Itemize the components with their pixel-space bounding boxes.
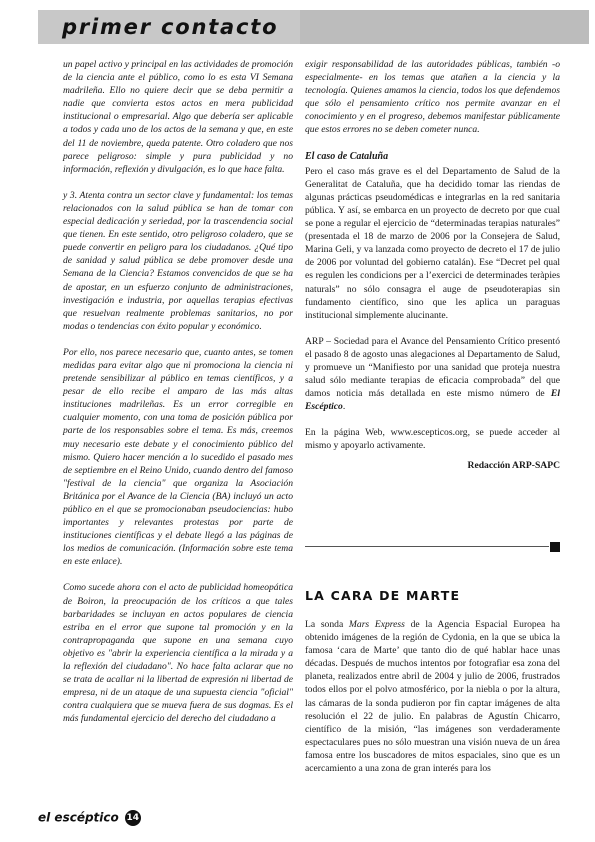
subheading: El caso de Cataluña — [305, 150, 389, 162]
footer — [38, 810, 141, 826]
signature: Redacción ARP-SAPC — [467, 459, 560, 471]
cataluna-paragraph: Pero el caso más grave es el del Departamento de Salud de la Generalitat de Cataluña, que ha decidido tomar las riendas de algunas prácticas pseudomédicas e integrarlas en la red sanitaria pública. Y así, se embarca en un proyecto de decreto por que cual se pone a regular el ejercicio de “determinadas terapias naturales” (presentada el 18 de marzo de 2006 por la Consejera de Salud, Marina Geli, y va lanzada como proyecto de decreto el 17 de julio de 2006 por voluntad del gobierno catalán). Ese “Decret pel qual es regulen les condicions per a l’exercici de determinades teràpies naturals” no sólo consagra el auge de pseudoterapias sin fundamento científico, sino que les aplica un paraguas institucional simplemente alucinante. — [305, 165, 560, 321]
left-column — [63, 58, 293, 739]
left-paragraph: y 3. Atenta contra un sector clave y fundamental: los temas relacionados con la salud pública se han de tomar con especial dedicación y seriedad, por la trascendencia social que tienen. En este sentido, otro peligroso coladero, que se puede convertir en peligro para los ciudadanos. ¿Qué tipo de sanidad y salud pública se debe promover desde una Semana de la Ciencia? Estamos convencidos de que se ha de apostar, en un esfuerzo conjunto de administraciones, investigación e industria, por aquellas terapias efectivas que resuelvan realmente problemas sanitarios, no por modas o tendencias con éxito popular y económico. — [63, 189, 293, 332]
header-band-right — [300, 10, 589, 44]
section-title: primer contacto — [62, 15, 279, 39]
footer-magazine: el escéptico — [38, 810, 119, 825]
divider-square-icon — [550, 542, 560, 552]
magazine-name: El Escéptico — [305, 388, 560, 413]
right-column — [305, 58, 560, 472]
left-paragraph: Como sucede ahora con el acto de publicidad homeopática de Boiron, la preocupación de los críticos a que tales barbaridades se incluyan en actos populares de ciencia estriba en el error que supone tal promoción y en la contrapropaganda que supone en una semana cuyo objetivo es "abrir la experiencia científica a la mirada y a la reflexión del ciudadano". No hace falta aclarar que no se trata de acallar ni la libertad de expresión ni libertad de empresa, ni de un ataque de una supuesta ciencia "oficial" contra cualquiera que se mueva fuera de sus dogmas. Es el más fundamental ejercicio del derecho del ciudadano a — [63, 582, 293, 725]
page-number: 14 — [125, 810, 141, 826]
arp-paragraph-text: ARP – Sociedad para el Avance del Pensamiento Crítico presentó el pasado 8 de agosto unas alegaciones al Departamento de Salud, y promueve un “Manifiesto por una sanidad que proteja nuestra salud sólo mediante terapias de eficacia comprobada” del que damos noticia más detallada en este mismo número de — [305, 335, 560, 400]
left-paragraph: Por ello, nos parece necesario que, cuanto antes, se tomen medidas para evitar algo que ni promociona la ciencia ni pretende sensibilizar al público en temas científicos, y a pesar de ello recibe el amparo de las más altas instituciones madrileñas. Es un error corregible en cualquier momento, con una toma de posición pública por parte de los responsables sobre el tema. Es más, creemos muy necesario este debate y el conocimiento público del mismo. Quiero hacer mención a lo sucedido el pasado mes de septiembre en el Reino Unido, cuando dentro del famoso "festival de la ciencia" que organiza la Asociación Británica por el Avance de la Ciencia (BA) incluyó un acto público en el que se promocionaban pseudociencias: hubo importantes y relevantes protestas por parte de instituciones científicas y el debate llegó a las páginas de los medios de comunicación. (Información sobre este tema en este enlace). — [63, 346, 293, 568]
left-paragraph: un papel activo y principal en las actividades de promoción de la ciencia ante el público, como lo es esta VI Semana madrileña. Ello no quiere decir que se deba permitir a nadie que convierta estos actos en mera publicidad institucional o empresarial. Algo que debería ser aplicable a todos y cada uno de los actos de la semana y que, en este del 11 de noviembre, queda patente. Otro coladero que nos parece peligroso: simple y pura publicidad y no información, reflexión y divulgación, es lo que hace falta. — [63, 59, 293, 175]
mars-paragraph — [305, 618, 560, 775]
section-divider — [305, 542, 560, 552]
mars-body: de la Agencia Espacial Europea ha obtenido imágenes de la región de Cydonia, en la que se ubica la famosa ‘cara de Marte’ que tanto dio de qué hablar hace unas décadas. Después de muchos intentos por fotografiar esa zona del planeta, realizados entre abril de 2004 y julio de 2006, frustrados todos ellos por el polvo atmosférico, por la niebla o por la altura, las cámaras de la sonda pudieron por fin captar imágenes de alta resolución el 22 de julio. En palabras de Agustín Chicarro, científico de la misión, “las imágenes son verdaderamente espectaculares pues no sólo muestran una visión nueva de un área famosa entre los buscadores de mitos espaciales, sino que es un acercamiento a una zona de gran interés para los — [305, 619, 560, 775]
mars-lead: La sonda — [305, 619, 349, 630]
mars-heading: LA CARA DE MARTE — [305, 588, 461, 603]
mars-column — [305, 618, 560, 788]
divider-line — [305, 546, 549, 547]
arp-paragraph-end: . — [342, 401, 346, 413]
right-intro-paragraph: exigir responsabilidad de las autoridades públicas, también -o especialmente- en los temas que atañen a la ciencia y la tecnología. Quienes amamos la ciencia, todos los que defendemos que sólo el pensamiento crítico nos permite avanzar en el conocimiento y en el progreso, debemos manifestar públicamente que estos errores no se deben cometer nunca. — [305, 59, 560, 136]
web-paragraph: En la página Web, www.escepticos.org, se puede acceder al mismo y apoyarlo activamente. — [305, 427, 560, 452]
probe-name: Mars Express — [348, 619, 405, 630]
arp-paragraph — [305, 335, 560, 414]
